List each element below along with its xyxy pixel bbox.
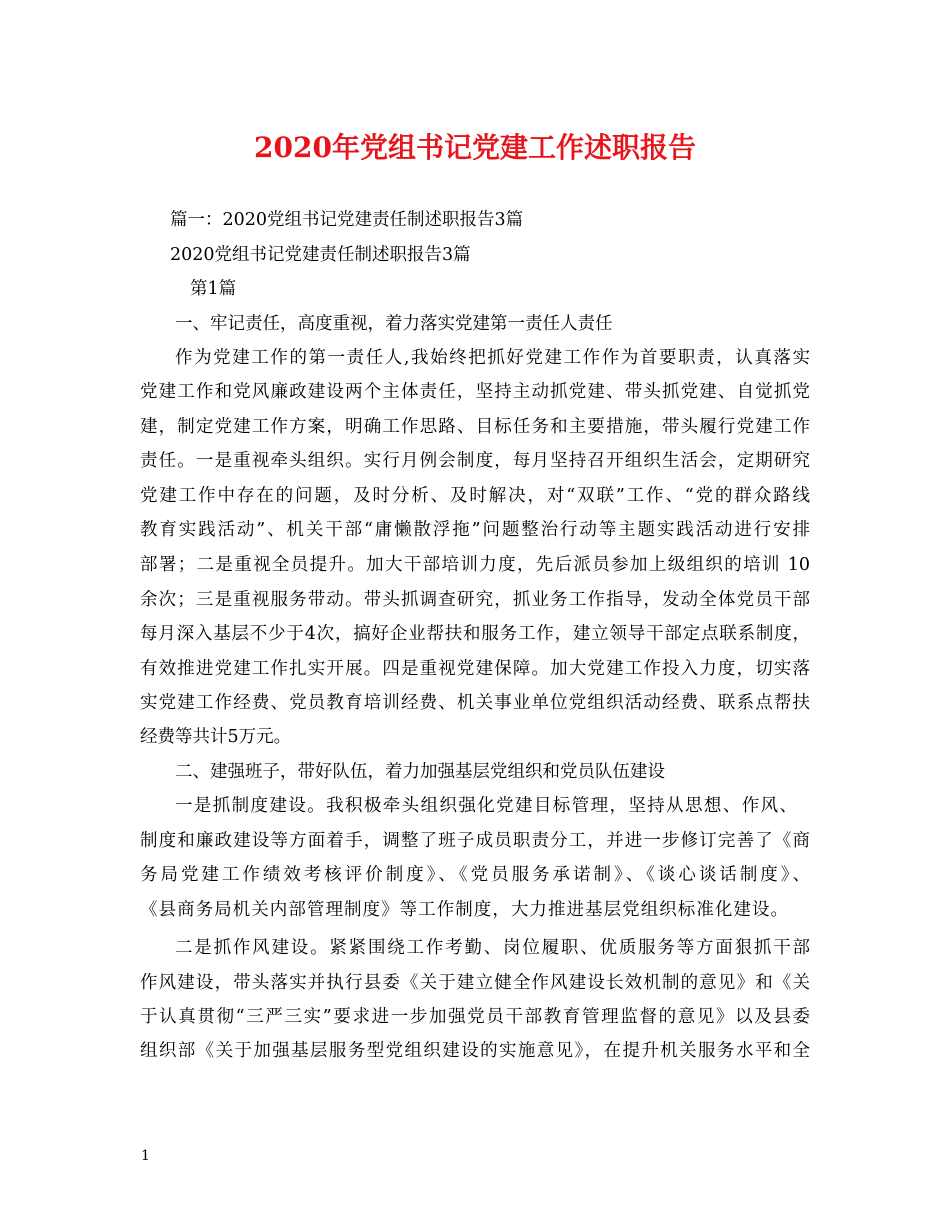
paragraph-line: 建，制定党建工作方案，明确工作思路、目标任务和主要措施，带头履行党建工作: [140, 417, 810, 437]
paragraph-line: 作风建设，带头落实并执行县委《关于建立健全作风建设长效机制的意见》和《关: [140, 973, 810, 993]
paragraph-line: 作为党建工作的第一责任人,我始终把抓好党建工作作为首要职责，认真落实: [175, 348, 810, 368]
section-heading: 二、建强班子，带好队伍，着力加强基层党组织和党员队伍建设: [175, 762, 665, 782]
paragraph-line: 篇一：2020党组书记党建责任制述职报告3篇: [170, 210, 524, 230]
paragraph-line: 于认真贯彻“三严三实”要求进一步加强党员干部教育管理监督的意见》以及县委: [140, 1007, 810, 1027]
paragraph-line: 制度和廉政建设等方面着手，调整了班子成员职责分工，并进一步修订完善了《商: [140, 831, 810, 851]
paragraph-line: 一是抓制度建设。我积极牵头组织强化党建目标管理，坚持从思想、作风、: [175, 796, 797, 816]
section-heading: 一、牢记责任，高度重视，着力落实党建第一责任人责任: [175, 314, 613, 334]
paragraph-line: 务局党建工作绩效考核评价制度》、《党员服务承诺制》、《谈心谈话制度》、: [140, 865, 810, 885]
paragraph-line: 第1篇: [190, 279, 237, 299]
paragraph-line: 《县商务局机关内部管理制度》等工作制度，大力推进基层党组织标准化建设。: [140, 900, 788, 920]
paragraph-line: 党建工作中存在的问题，及时分析、及时解决，对“双联”工作、“党的群众路线: [140, 486, 810, 506]
paragraph-line: 2020党组书记党建责任制述职报告3篇: [170, 245, 471, 265]
paragraph-line: 实党建工作经费、党员教育培训经费、机关事业单位党组织活动经费、联系点帮扶: [140, 693, 810, 713]
paragraph-line: 责任。一是重视牵头组织。实行月例会制度，每月坚持召开组织生活会，定期研究: [140, 451, 810, 471]
page-number: 1: [141, 1148, 150, 1164]
paragraph-line: 经费等共计5万元。: [140, 727, 292, 747]
paragraph-line: 组织部《关于加强基层服务型党组织建设的实施意见》，在提升机关服务水平和全: [140, 1041, 810, 1061]
paragraph-line: 党建工作和党风廉政建设两个主体责任，坚持主动抓党建、带头抓党建、自觉抓党: [140, 382, 810, 402]
paragraph-line: 部署；二是重视全员提升。加大干部培训力度，先后派员参加上级组织的培训 10: [140, 555, 810, 575]
paragraph-line: 余次；三是重视服务带动。带头抓调查研究，抓业务工作指导，发动全体党员干部: [140, 590, 810, 610]
paragraph-line: 有效推进党建工作扎实开展。四是重视党建保障。加大党建工作投入力度，切实落: [140, 659, 810, 679]
paragraph-line: 每月深入基层不少于4次，搞好企业帮扶和服务工作，建立领导干部定点联系制度，: [140, 624, 810, 644]
paragraph-line: 二是抓作风建设。紧紧围绕工作考勤、岗位履职、优质服务等方面狠抓干部: [175, 938, 810, 958]
paragraph-line: 教育实践活动”、机关干部“庸懒散浮拖”问题整治行动等主题实践活动进行安排: [140, 520, 810, 540]
document-title: 2020年党组书记党建工作述职报告: [254, 131, 696, 164]
